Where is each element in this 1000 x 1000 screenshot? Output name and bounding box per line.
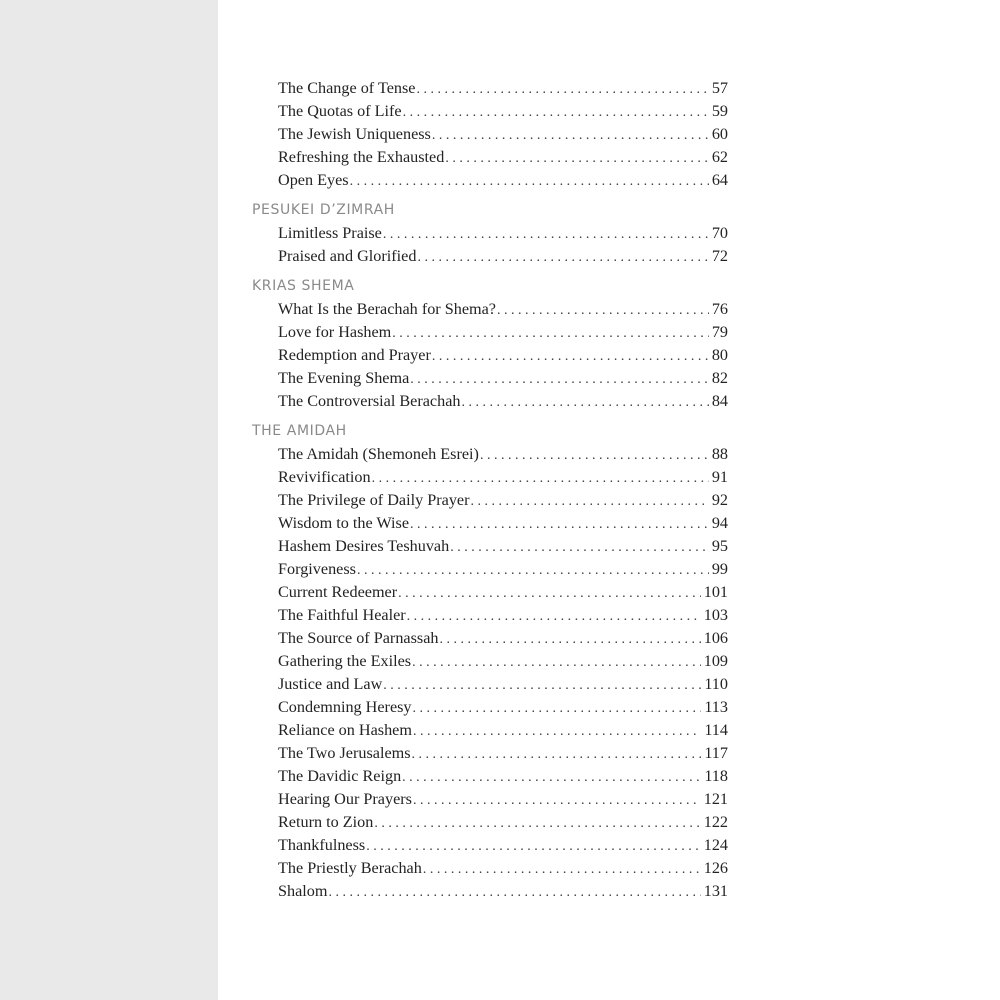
dot-leader <box>374 812 700 835</box>
dot-leader <box>328 881 700 904</box>
entry-page-number: 72 <box>711 247 728 265</box>
entry-page-number: 84 <box>711 392 728 410</box>
entry-title: Condemning Heresy <box>278 698 412 716</box>
dot-leader <box>398 582 701 605</box>
toc-entry[interactable] <box>278 100 728 123</box>
entry-page-number: 114 <box>704 721 728 739</box>
entry-title: Justice and Law <box>278 675 383 693</box>
entry-title: Refreshing the Exhausted <box>278 148 445 166</box>
dot-leader <box>413 697 702 720</box>
entry-title: Return to Zion <box>278 813 374 831</box>
toc-entry[interactable] <box>278 857 728 880</box>
entry-title: The Change of Tense <box>278 79 416 97</box>
dot-leader <box>413 720 701 743</box>
toc-entry[interactable] <box>278 222 728 245</box>
toc-entry[interactable] <box>278 245 728 268</box>
toc-entry[interactable] <box>278 719 728 742</box>
dot-leader <box>383 223 709 246</box>
toc-entry[interactable] <box>278 604 728 627</box>
toc-entry[interactable] <box>278 123 728 146</box>
section-heading: PESUKEI D’ZIMRAH <box>252 202 395 218</box>
toc-entry[interactable] <box>278 321 728 344</box>
toc-section <box>252 421 728 903</box>
toc-entry[interactable] <box>278 650 728 673</box>
entry-title: What Is the Berachah for Shema? <box>278 300 496 318</box>
dot-leader <box>471 490 709 513</box>
entry-page-number: 131 <box>703 882 728 900</box>
entry-page-number: 99 <box>711 560 728 578</box>
entry-title: Thankfulness <box>278 836 366 854</box>
toc-entry[interactable] <box>278 696 728 719</box>
toc-entry[interactable] <box>278 146 728 169</box>
entry-title: The Priestly Berachah <box>278 859 422 877</box>
toc-entry[interactable] <box>278 811 728 834</box>
entry-page-number: 70 <box>711 224 728 242</box>
entry-title: The Two Jerusalems <box>278 744 411 762</box>
toc-entry[interactable] <box>278 344 728 367</box>
entry-title: The Source of Parnassah <box>278 629 439 647</box>
toc-entry[interactable] <box>278 788 728 811</box>
entry-page-number: 118 <box>704 767 728 785</box>
entry-page-number: 92 <box>711 491 728 509</box>
toc-entry[interactable] <box>278 169 728 192</box>
dot-leader <box>402 766 701 789</box>
entry-title: Praised and Glorified <box>278 247 417 265</box>
toc-entry[interactable] <box>278 880 728 903</box>
dot-leader <box>357 559 709 582</box>
entry-page-number: 109 <box>703 652 728 670</box>
entry-title: The Faithful Healer <box>278 606 406 624</box>
entry-title: The Jewish Uniqueness <box>278 125 431 143</box>
entry-title: Love for Hashem <box>278 323 392 341</box>
entry-title: The Controversial Berachah <box>278 392 461 410</box>
entry-page-number: 94 <box>711 514 728 532</box>
entry-title: Reliance on Hashem <box>278 721 412 739</box>
dot-leader <box>423 858 701 881</box>
toc-entry[interactable] <box>278 443 728 466</box>
dot-leader <box>445 147 708 170</box>
entry-title: Hearing Our Prayers <box>278 790 412 808</box>
book-page <box>218 0 1000 1000</box>
entry-page-number: 60 <box>711 125 728 143</box>
entry-title: Limitless Praise <box>278 224 382 242</box>
entry-title: Wisdom to the Wise <box>278 514 410 532</box>
dot-leader <box>413 789 701 812</box>
entry-title: The Davidic Reign <box>278 767 402 785</box>
toc-section <box>252 77 728 192</box>
entry-title: Redemption and Prayer <box>278 346 431 364</box>
toc-entry[interactable] <box>278 466 728 489</box>
entry-title: Hashem Desires Teshuvah <box>278 537 450 555</box>
toc-entry[interactable] <box>278 765 728 788</box>
entry-page-number: 79 <box>711 323 728 341</box>
dot-leader <box>412 651 701 674</box>
entry-page-number: 117 <box>704 744 728 762</box>
toc-section <box>252 276 728 413</box>
entry-page-number: 113 <box>704 698 728 716</box>
dot-leader <box>407 605 701 628</box>
entry-page-number: 101 <box>703 583 728 601</box>
entry-page-number: 62 <box>711 148 728 166</box>
section-heading: THE AMIDAH <box>252 423 347 439</box>
entry-page-number: 88 <box>711 445 728 463</box>
dot-leader <box>350 170 709 193</box>
dot-leader <box>372 467 709 490</box>
entry-title: The Quotas of Life <box>278 102 402 120</box>
entry-title: Forgiveness <box>278 560 356 578</box>
dot-leader <box>383 674 701 697</box>
dot-leader <box>480 444 709 467</box>
dot-leader <box>497 299 709 322</box>
dot-leader <box>410 513 709 536</box>
toc-entry[interactable] <box>278 298 728 321</box>
dot-leader <box>417 246 708 269</box>
toc-entry[interactable] <box>278 558 728 581</box>
entry-title: Gathering the Exiles <box>278 652 412 670</box>
entry-page-number: 95 <box>711 537 728 555</box>
entry-page-number: 91 <box>711 468 728 486</box>
entry-title: Current Redeemer <box>278 583 398 601</box>
dot-leader <box>412 743 702 766</box>
toc-entry[interactable] <box>278 367 728 390</box>
entry-page-number: 82 <box>711 369 728 387</box>
dot-leader <box>410 368 709 391</box>
entry-page-number: 59 <box>711 102 728 120</box>
dot-leader <box>450 536 709 559</box>
entry-page-number: 122 <box>703 813 728 831</box>
toc-entry[interactable] <box>278 627 728 650</box>
toc-entry[interactable] <box>278 77 728 100</box>
entry-title: Revivification <box>278 468 371 486</box>
entry-page-number: 103 <box>703 606 728 624</box>
dot-leader <box>439 628 700 651</box>
toc-entry[interactable] <box>278 673 728 696</box>
toc-entry[interactable] <box>278 742 728 765</box>
entry-page-number: 126 <box>703 859 728 877</box>
entry-page-number: 57 <box>711 79 728 97</box>
dot-leader <box>416 78 708 101</box>
entry-title: Shalom <box>278 882 328 900</box>
dot-leader <box>392 322 709 345</box>
entry-title: Open Eyes <box>278 171 349 189</box>
dot-leader <box>462 391 709 414</box>
dot-leader <box>432 124 709 147</box>
entry-title: The Privilege of Daily Prayer <box>278 491 470 509</box>
entry-title: The Amidah (Shemoneh Esrei) <box>278 445 479 463</box>
entry-page-number: 121 <box>703 790 728 808</box>
section-heading: KRIAS SHEMA <box>252 278 355 294</box>
toc-section <box>252 200 728 268</box>
dot-leader <box>432 345 709 368</box>
entry-page-number: 110 <box>704 675 728 693</box>
toc-entry[interactable] <box>278 512 728 535</box>
entry-page-number: 80 <box>711 346 728 364</box>
entry-title: The Evening Shema <box>278 369 410 387</box>
dot-leader <box>366 835 701 858</box>
toc-entry[interactable] <box>278 834 728 857</box>
dot-leader <box>403 101 709 124</box>
entry-page-number: 64 <box>711 171 728 189</box>
toc-entry[interactable] <box>278 489 728 512</box>
toc-entry[interactable] <box>278 581 728 604</box>
entry-page-number: 106 <box>703 629 728 647</box>
entry-page-number: 124 <box>703 836 728 854</box>
table-of-contents <box>252 77 728 903</box>
toc-entry[interactable] <box>278 390 728 413</box>
toc-entry[interactable] <box>278 535 728 558</box>
entry-page-number: 76 <box>711 300 728 318</box>
